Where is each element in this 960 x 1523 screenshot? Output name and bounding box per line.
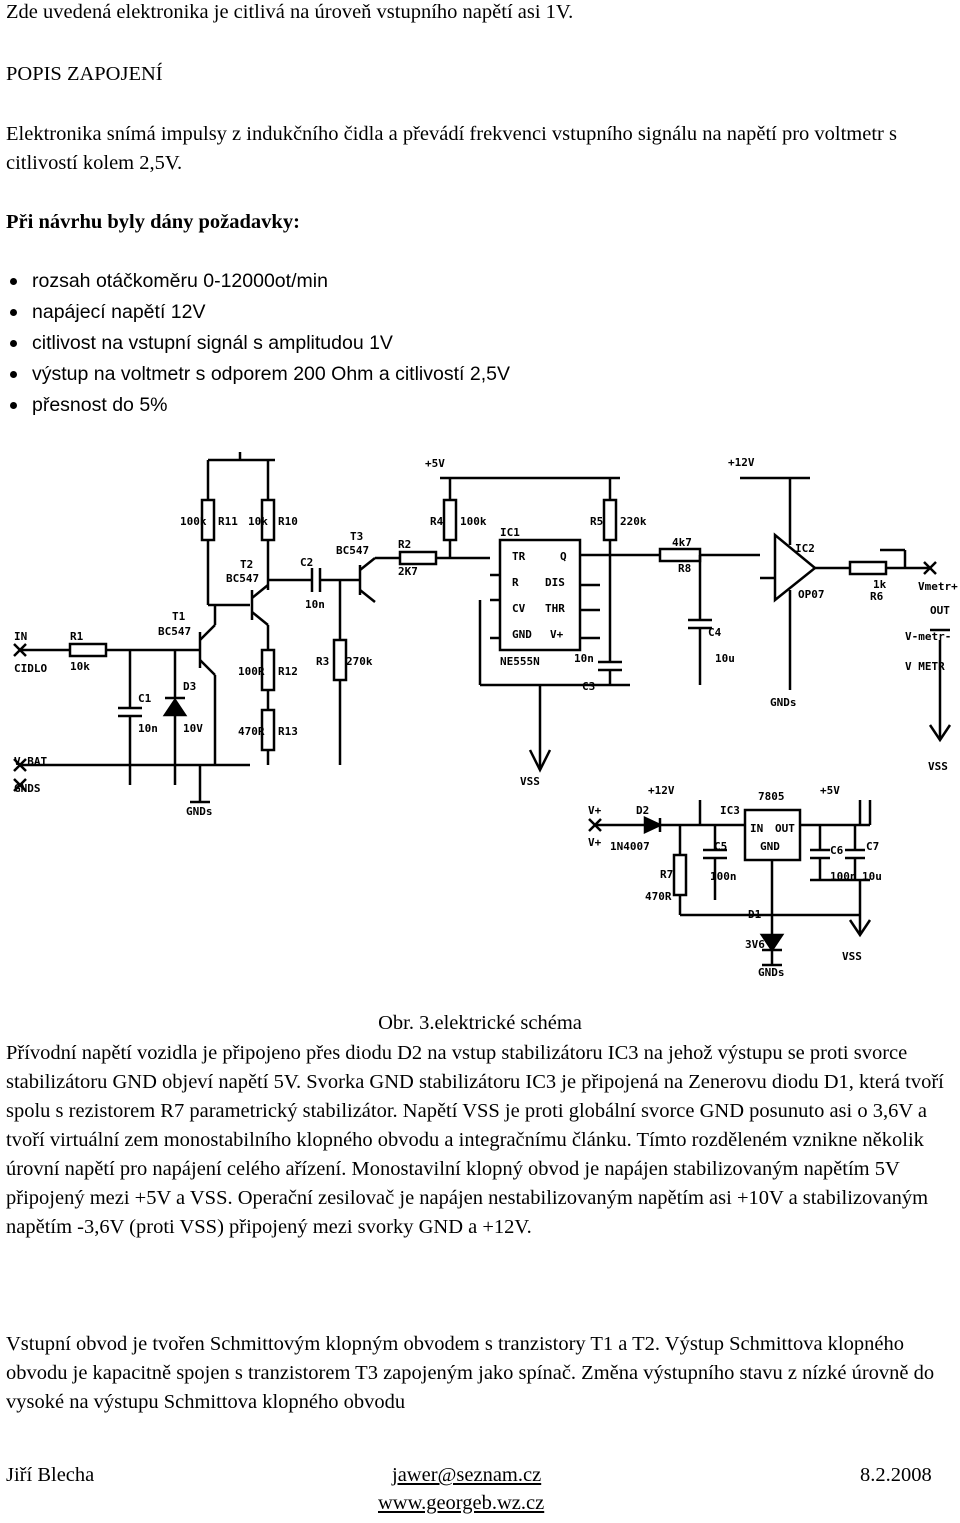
email-link[interactable]: jawer@seznam.cz — [392, 1464, 542, 1486]
label-t3v: BC547 — [336, 544, 370, 557]
list-item: napájecí napětí 12V — [6, 297, 510, 328]
schematic-labels — [0, 440, 960, 985]
label-r8v: 4k7 — [672, 536, 692, 549]
footer-web[interactable] — [378, 1492, 544, 1515]
label-plus12: +12V — [728, 456, 755, 469]
label-r11: R11 — [218, 515, 238, 528]
label-vmetr-minus2: V METR — [905, 660, 945, 673]
label-d1v: 3V6 — [745, 938, 765, 951]
label-r5v: 220k — [620, 515, 647, 528]
label-r1: R1 — [70, 630, 84, 643]
label-r7: R7 — [660, 868, 674, 881]
label-r6: R6 — [870, 590, 884, 603]
label-vmetr-plus: Vmetr+ — [918, 580, 958, 593]
pin-tr: TR — [512, 550, 526, 563]
figure-caption: Obr. 3.elektrické schéma — [378, 1012, 582, 1034]
label-ic1: IC1 — [500, 526, 520, 539]
label-vssb: VSS — [842, 950, 862, 963]
label-c6: C6 — [830, 844, 844, 857]
label-gnds3: GNDs — [758, 966, 785, 979]
requirements-list — [6, 266, 510, 421]
label-c4v: 10u — [715, 652, 735, 665]
label-r4v: 100k — [460, 515, 487, 528]
label-ic2v: OP07 — [798, 588, 825, 601]
label-plus5: +5V — [425, 457, 445, 470]
label-c1v: 10n — [138, 722, 158, 735]
label-r7v: 470R — [645, 890, 672, 903]
list-item: citlivost na vstupní signál s amplitudou 1V — [6, 328, 510, 359]
label-ic2: IC2 — [795, 542, 815, 555]
pin-r: R — [512, 576, 519, 589]
label-gnds: GNDS — [14, 782, 41, 795]
label-r3: R3 — [316, 655, 330, 668]
label-c7v: 10u — [862, 870, 882, 883]
label-plus12b: +12V — [648, 784, 675, 797]
label-d2: D2 — [636, 804, 650, 817]
footer-email[interactable] — [392, 1464, 541, 1487]
intro-line: Zde uvedená elektronika je citlivá na úroveň vstupního napětí asi 1V. — [6, 1, 574, 23]
label-c3v: 10n — [574, 652, 594, 665]
label-t1: T1 — [172, 610, 186, 623]
label-r6v: 1k — [873, 578, 887, 591]
label-r4: R4 — [430, 515, 444, 528]
label-vss: VSS — [520, 775, 540, 788]
list-item: výstup na voltmetr s odporem 200 Ohm a citlivostí 2,5V — [6, 359, 510, 390]
label-r10: R10 — [278, 515, 298, 528]
label-r13: R13 — [278, 725, 298, 738]
label-c7: C7 — [866, 840, 880, 853]
label-r10v: 10k — [248, 515, 268, 528]
list-item: rozsah otáčkoměru 0-12000ot/min — [6, 266, 510, 297]
label-in: IN — [14, 630, 28, 643]
pin-gnd: GND — [512, 628, 532, 641]
label-r1v: 10k — [70, 660, 90, 673]
label-vss2: VSS — [928, 760, 948, 773]
label-t3: T3 — [350, 530, 364, 543]
label-r2v: 2K7 — [398, 565, 418, 578]
label-ic3: IC3 — [720, 804, 740, 817]
footer-author: Jiří Blecha — [6, 1464, 95, 1486]
pin-q: Q — [560, 550, 567, 563]
list-item: přesnost do 5% — [6, 390, 510, 421]
footer-date: 8.2.2008 — [860, 1464, 932, 1486]
label-vbat: V BAT — [14, 755, 48, 768]
label-r11v: 100k — [180, 515, 207, 528]
label-r12: R12 — [278, 665, 298, 678]
label-c5v: 100n — [710, 870, 737, 883]
label-c5: C5 — [714, 840, 728, 853]
label-gnds-ground: GNDs — [186, 805, 213, 818]
label-c2v: 10n — [305, 598, 325, 611]
label-t1v: BC547 — [158, 625, 192, 638]
label-vplusv: V+ — [588, 804, 602, 817]
label-r2: R2 — [398, 538, 412, 551]
label-ic1v: NE555N — [500, 655, 540, 668]
web-link[interactable]: www.georgeb.wz.cz — [378, 1492, 545, 1514]
label-out: OUT — [930, 604, 950, 617]
label-gnds2: GNDs — [770, 696, 797, 709]
label-r5: R5 — [590, 515, 604, 528]
pin-out3: OUT — [775, 822, 795, 835]
label-c2: C2 — [300, 556, 314, 569]
label-cidlo: CIDLO — [14, 662, 48, 675]
label-t2v: BC547 — [226, 572, 260, 585]
label-d2v: 1N4007 — [610, 840, 650, 853]
description-paragraph: Elektronika snímá impulsy z indukčního čidla a převádí frekvenci vstupního signálu na napětí pro voltmetr s citlivostí kolem 2,5V. — [6, 123, 897, 174]
label-c6v: 100n — [830, 870, 857, 883]
pin-cv: CV — [512, 602, 526, 615]
label-vplus2: V+ — [588, 836, 602, 849]
label-d1: D1 — [748, 908, 762, 921]
label-d3v: 10V — [183, 722, 203, 735]
label-ic3v: 7805 — [758, 790, 785, 803]
label-r3v: 270k — [346, 655, 373, 668]
pin-gnd3: GND — [760, 840, 780, 853]
label-r8: R8 — [678, 562, 692, 575]
label-vmetr-minus: V-metr- — [905, 630, 952, 643]
label-d3: D3 — [183, 680, 197, 693]
pin-in3: IN — [750, 822, 764, 835]
body-paragraph-2: Vstupní obvod je tvořen Schmittovým klopným obvodem s tranzistory T1 a T2. Výstup Schmittova klopného obvodu je kapacitně spojen s tranzistorem T3 zapojeným jako spínač. Změna výstupního stavu z nízké úrovně do vysoké na výstupu Schmittova klopného obvodu — [6, 1333, 935, 1413]
label-r13v: 470R — [238, 725, 265, 738]
label-c4: C4 — [708, 626, 722, 639]
pin-thr: THR — [545, 602, 565, 615]
label-c3: C3 — [582, 680, 596, 693]
body-paragraph-1: Přívodní napětí vozidla je připojeno přes diodu D2 na vstup stabilizátoru IC3 na jehož výstupu se proti svorce stabilizátoru GND objeví napětí 5V. Svorka GND stabilizátoru IC3 je připojená na Zenerovu diodu D1, která tvoří spolu s rezistorem R7 parametrický stabilizátor. Napětí VSS je proti globální svorce GND posunuto asi o 3,6V a tvoří virtuální zem monostabilního klopného obvodu a integračnímu článku. Tímto rozděleném vznikne několik úrovní napětí pro napájení celého ařízení. Monostavilní klopný obvod je napájen stabilizovaným napětím 5V připojený mezi +5V a VSS. Operační zesilovač je napájen nestabilizovaným napětím asi +10V a stabilizovaným napětím -3,6V (proti VSS) připojený mezi svorky GND a +12V. — [6, 1042, 944, 1238]
label-plus5b: +5V — [820, 784, 840, 797]
label-r12v: 100R — [238, 665, 265, 678]
label-c1: C1 — [138, 692, 152, 705]
pin-vplus: V+ — [550, 628, 564, 641]
label-t2: T2 — [240, 558, 254, 571]
section-title: POPIS ZAPOJENÍ — [6, 63, 163, 85]
pin-dis: DIS — [545, 576, 565, 589]
requirements-title: Při návrhu byly dány požadavky: — [6, 211, 300, 233]
